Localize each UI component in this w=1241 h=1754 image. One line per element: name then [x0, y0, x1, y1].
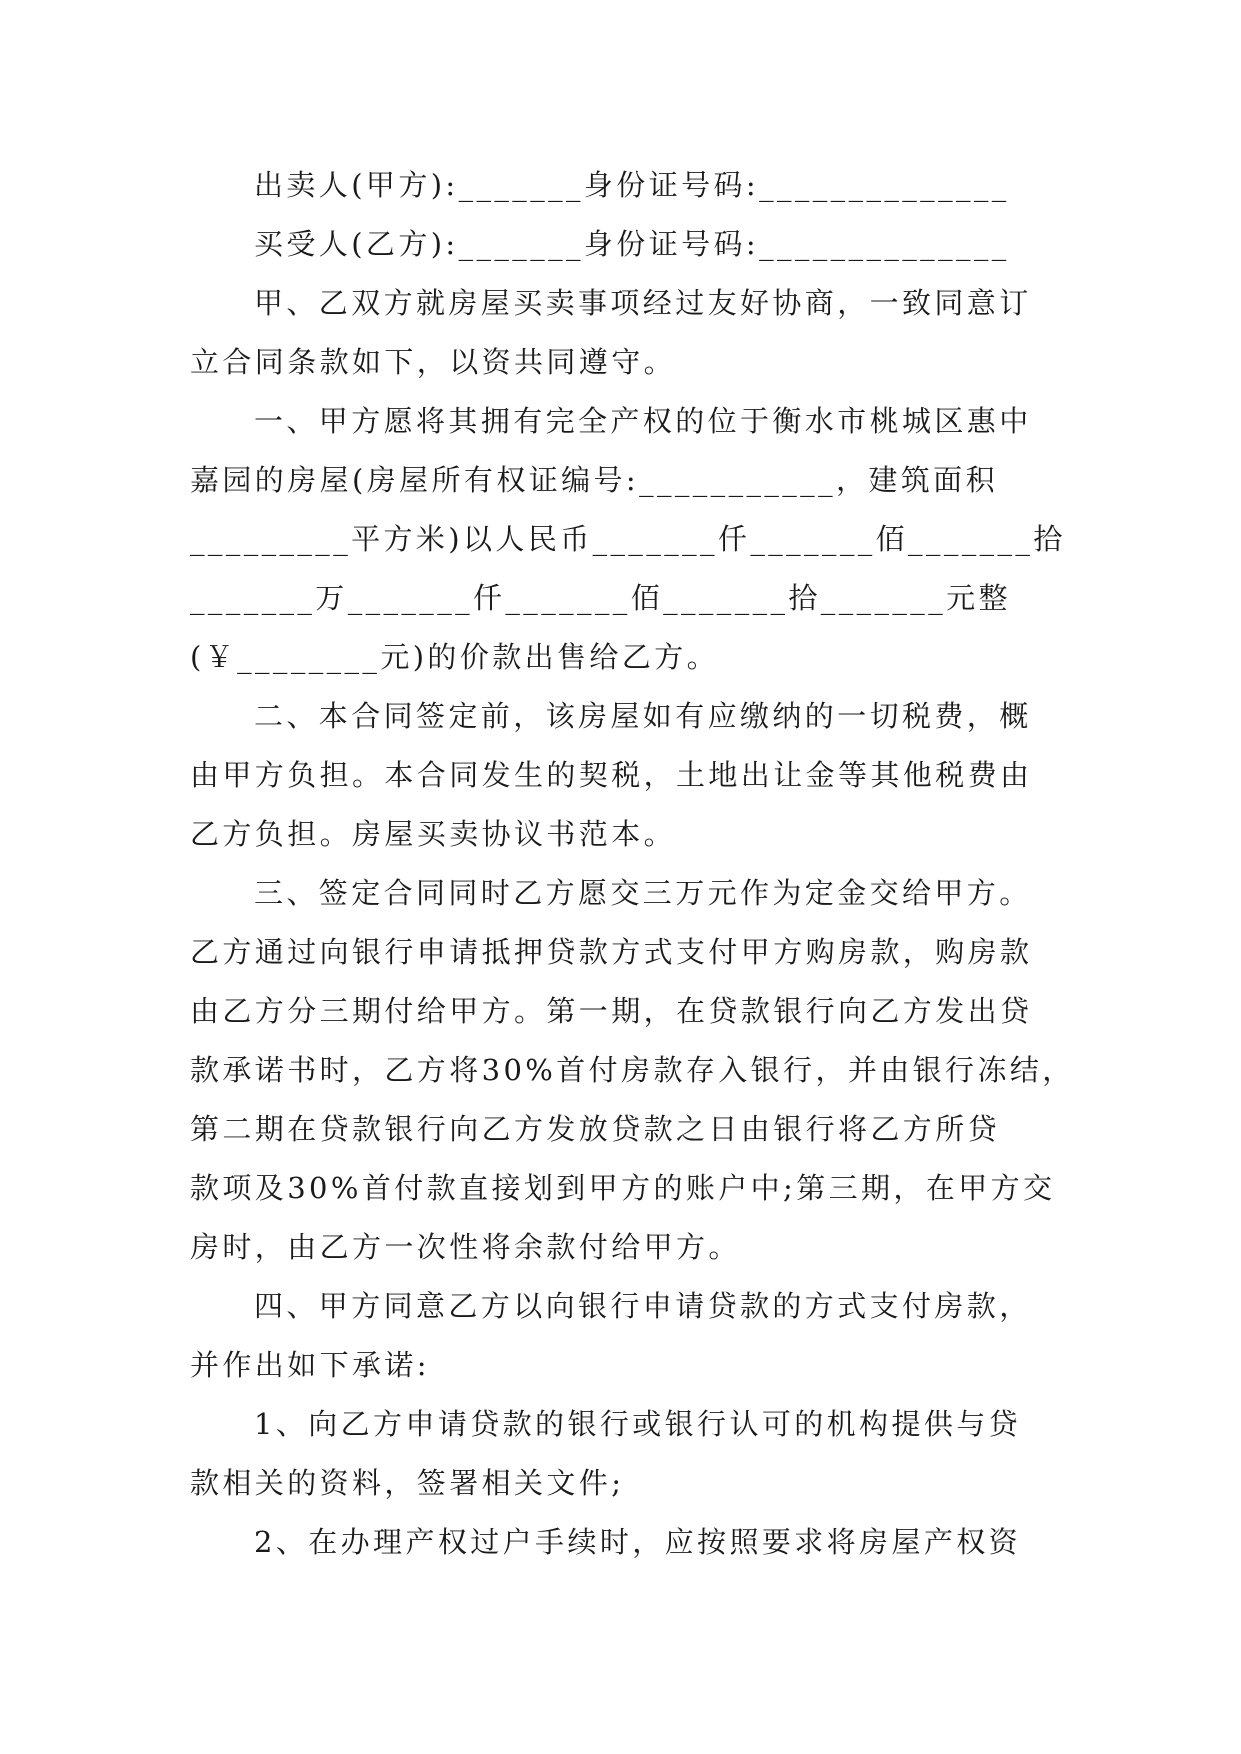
clause-4-line: 四、甲方同意乙方以向银行申请贷款的方式支付房款， — [254, 1289, 1032, 1323]
item-1-line: 款相关的资料，签署相关文件; — [190, 1466, 625, 1500]
clause-4-line: 并作出如下承诺: — [190, 1348, 430, 1382]
clause-3-line: 由乙方分三期付给甲方。第一期，在贷款银行向乙方发出贷 — [190, 994, 1033, 1028]
clause-1-line: 一、甲方愿将其拥有完全产权的位于衡水市桃城区惠中 — [254, 404, 1032, 438]
clause-1-line: _______万_______仟_______佰_______拾_______元整 — [190, 581, 1011, 615]
clause-2-line: 乙方负担。房屋买卖协议书范本。 — [190, 817, 677, 851]
clause-3-line: 款承诺书时，乙方将30%首付房款存入银行，并由银行冻结， — [190, 1053, 1075, 1087]
intro-paragraph — [190, 274, 1050, 392]
clause-1-line: (￥________元)的价款出售给乙方。 — [190, 640, 720, 674]
buyer-line: 买受人(乙方):_______身份证号码:______________ — [254, 227, 1010, 261]
clause-3-line: 三、签定合同同时乙方愿交三万元作为定金交给甲方。 — [254, 876, 1032, 910]
contract-page — [190, 156, 1075, 1572]
clause-2-line: 二、本合同签定前，该房屋如有应缴纳的一切税费，概 — [254, 699, 1032, 733]
clause-2-line: 由甲方负担。本合同发生的契税，土地出让金等其他税费由 — [190, 758, 1033, 792]
clause-1-line: 嘉园的房屋(房屋所有权证编号:___________，建筑面积 — [190, 463, 998, 497]
clause-3 — [190, 864, 1075, 1277]
intro-line: 甲、乙双方就房屋买卖事项经过友好协商，一致同意订 — [254, 286, 1032, 320]
item-2 — [190, 1513, 1050, 1572]
seller-line: 出卖人(甲方):_______身份证号码:______________ — [254, 168, 1010, 202]
clause-4 — [190, 1277, 1050, 1395]
clause-3-line: 房时，由乙方一次性将余款付给甲方。 — [190, 1230, 741, 1264]
item-1-line: 1、向乙方申请贷款的银行或银行认可的机构提供与贷 — [254, 1407, 1022, 1441]
item-1 — [190, 1395, 1050, 1513]
clause-3-line: 款项及30%首付款直接划到甲方的账户中;第三期，在甲方交 — [190, 1171, 1056, 1205]
clause-2 — [190, 687, 1050, 864]
clause-3-line: 乙方通过向银行申请抵押贷款方式支付甲方购房款，购房款 — [190, 935, 1033, 969]
clause-1 — [190, 392, 1066, 687]
item-2-line: 2、在办理产权过户手续时，应按照要求将房屋产权资 — [254, 1525, 1022, 1559]
clause-3-line: 第二期在贷款银行向乙方发放贷款之日由银行将乙方所贷 — [190, 1112, 1001, 1146]
intro-line: 立合同条款如下，以资共同遵守。 — [190, 345, 677, 379]
clause-1-line: _________平方米)以人民币_______仟_______佰_______拾 — [190, 522, 1066, 556]
